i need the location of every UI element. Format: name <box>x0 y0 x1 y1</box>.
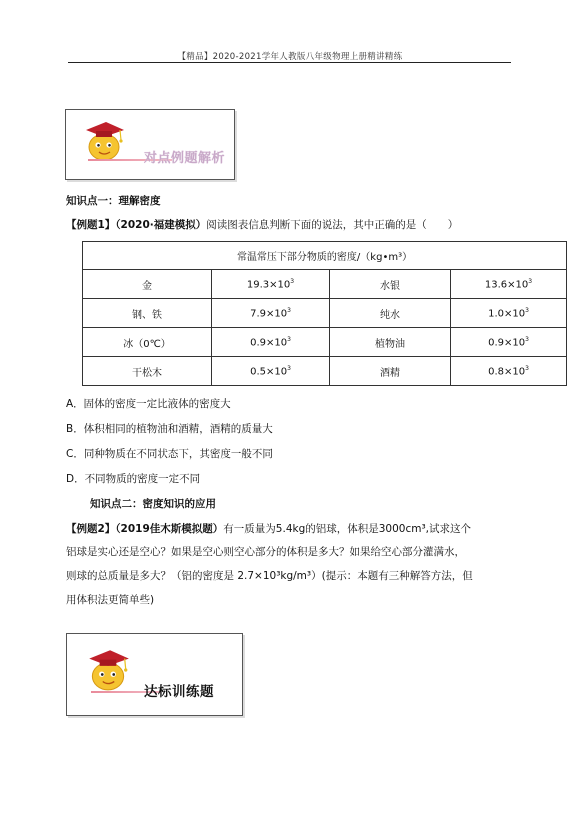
mascot-graduate-icon <box>80 116 128 164</box>
example-1-tag: 【例题1】 <box>66 219 116 231</box>
option-d: D．不同物质的密度一定不同 <box>66 473 201 485</box>
density-value: $13.6\times 10^3$ <box>451 270 567 299</box>
material-name: 钢、铁 <box>83 299 212 328</box>
banner-title: 对点例题解析 <box>144 151 226 166</box>
table-row <box>83 328 567 357</box>
banner-title: 达标训练题 <box>144 684 214 700</box>
table-title: 常温常压下部分物质的密度/（kg•m³） <box>83 242 567 270</box>
example-2-tag: 【例题2】 <box>66 523 116 535</box>
option-b: B．体积相同的植物油和酒精，酒精的质量大 <box>66 423 273 435</box>
density-value: $7.9\times 10^3$ <box>212 299 330 328</box>
example-2-line-2: 铝球是实心还是空心？如果是空心则空心部分的体积是多大？如果给空心部分灌满水， <box>66 546 465 558</box>
table-row <box>83 299 567 328</box>
density-value: $0.5\times 10^3$ <box>212 357 330 386</box>
density-table <box>82 241 567 386</box>
table-header-row <box>83 242 567 270</box>
material-name: 水银 <box>330 270 451 299</box>
density-value: $0.8\times 10^3$ <box>451 357 567 386</box>
density-value: $1.0\times 10^3$ <box>451 299 567 328</box>
table-row <box>83 357 567 386</box>
knowledge-point-1-heading: 知识点一：理解密度 <box>66 195 161 207</box>
knowledge-point-2-heading: 知识点二：密度知识的应用 <box>90 498 216 510</box>
option-a: A．固体的密度一定比液体的密度大 <box>66 398 231 410</box>
density-value: $19.3\times 10^3$ <box>212 270 330 299</box>
material-name: 纯水 <box>330 299 451 328</box>
mascot-graduate-icon <box>83 644 133 694</box>
option-c: C．同种物质在不同状态下，其密度一般不同 <box>66 448 273 460</box>
material-name: 酒精 <box>330 357 451 386</box>
page-header: 【精品】2020-2021学年人教版八年级物理上册精讲精练 <box>177 52 403 62</box>
example-2-line-4: 用体积法更简单些) <box>66 594 155 606</box>
example-1-question <box>66 218 458 232</box>
density-value: $0.9\times 10^3$ <box>212 328 330 357</box>
example-2-line-1 <box>66 522 471 536</box>
section-banner-practice <box>66 633 243 716</box>
example-1-prompt: 阅读图表信息判断下面的说法，其中正确的是（ ） <box>206 219 459 231</box>
section-banner-example-analysis <box>65 109 235 180</box>
material-name: 干松木 <box>83 357 212 386</box>
example-2-source: （2019佳木斯模拟题） <box>115 523 224 535</box>
example-2-line-3: 则球的总质量是多大？（铝的密度是 2.7×10³kg/m³）(提示：本题有三种解答方法，但 <box>66 570 473 582</box>
example-2-text: 有一质量为5.4kg的铝球，体积是3000cm³,试求这个 <box>223 523 472 535</box>
header-rule <box>68 62 511 63</box>
density-value: $0.9\times 10^3$ <box>451 328 567 357</box>
example-1-source: （2020·福建模拟） <box>115 219 207 231</box>
table-row <box>83 270 567 299</box>
material-name: 植物油 <box>330 328 451 357</box>
material-name: 金 <box>83 270 212 299</box>
material-name: 冰（0℃） <box>83 328 212 357</box>
